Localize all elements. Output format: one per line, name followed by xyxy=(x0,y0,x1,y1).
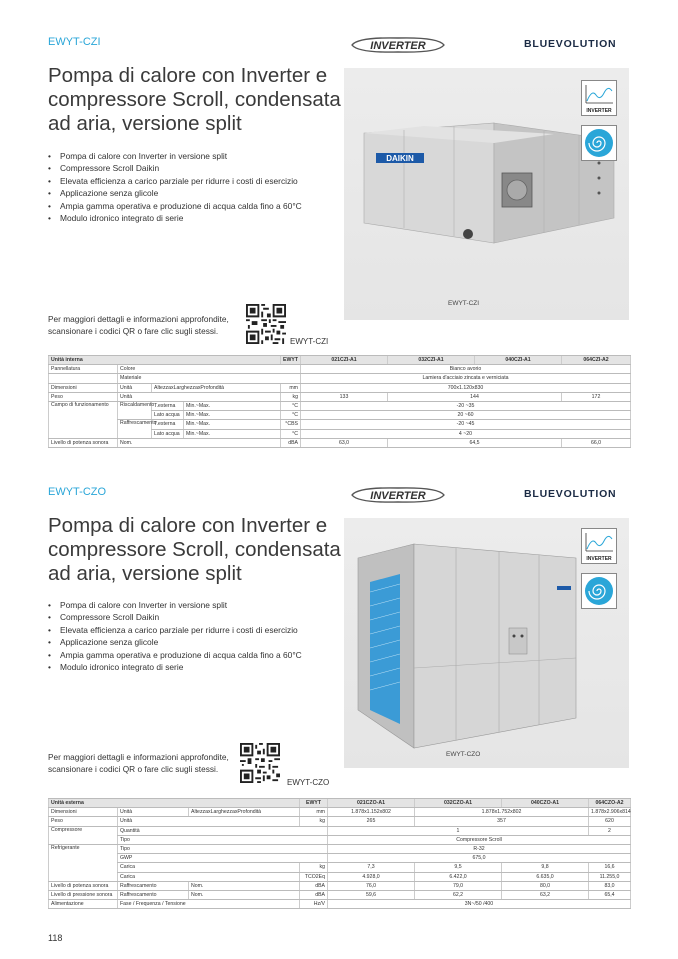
spec-table-outdoor xyxy=(48,798,631,909)
table-row: Dimensioni Unità AltezzaxLarghezzaxProfondità mm 700x1.120x830 xyxy=(49,383,631,392)
feature-item: • Ampia gamma operativa e produzione di acqua calda fino a 60°C xyxy=(48,200,348,212)
table-row: Pannellatura Colore Bianco avorio xyxy=(49,365,631,374)
feature-item: • Pompa di calore con Inverter in versione split xyxy=(48,150,348,162)
more-info-text: Per maggiori dettagli e informazioni approfondite, scansionare i codici QR o fare clic sugli stessi. xyxy=(48,314,229,337)
photo-caption: EWYT-CZO xyxy=(446,751,481,758)
scroll-compressor-badge xyxy=(581,125,617,161)
qr-code[interactable] xyxy=(240,743,280,783)
feature-item: • Applicazione senza glicole xyxy=(48,187,348,199)
table-row: Livello di pressione sonora Raffrescamento Nom. dBA 59,6 62,2 63,2 65,4 xyxy=(49,890,631,899)
qr-label[interactable]: EWYT-CZO xyxy=(287,778,330,787)
feature-item: • Pompa di calore con Inverter in versione split xyxy=(48,599,348,611)
bluevolution-logo: BLUEVOLUTION xyxy=(524,38,617,50)
inverter-wave-icon xyxy=(582,529,616,555)
table-row: Lato acqua Min.~Max. °C 4 ~20 xyxy=(49,429,631,438)
table-row: Peso Unità kg 265 357 620 xyxy=(49,817,631,826)
table-header-row: Unità esterna EWYT 021CZO-A1 032CZO-A1 040CZO-A1 064CZO-A2 xyxy=(49,799,631,808)
daikin-logo-text: DAIKIN xyxy=(386,154,414,163)
table-row: Campo di funzionamento Riscaldamento T.esterna Min.~Max. °C -20 ~35 xyxy=(49,401,631,410)
section-ewyt-czi xyxy=(0,0,678,470)
feature-item: • Elevata efficienza a carico parziale per ridurre i costi di esercizio xyxy=(48,624,348,636)
spec-table-indoor xyxy=(48,355,631,448)
more-info-text: Per maggiori dettagli e informazioni approfondite, scansionare i codici QR o fare clic sugli stessi. xyxy=(48,752,229,775)
feature-item: • Modulo idronico integrato di serie xyxy=(48,661,348,673)
scroll-compressor-icon xyxy=(582,574,616,608)
table-row: Dimensioni Unità AltezzaxLarghezzaxProfondità mm 1.878x1.152x802 1.878x1.752x802 1.878x2.906x814 xyxy=(49,808,631,817)
table-row: Alimentazione Fase / Frequenza / Tensione Hz/V 3N~/50 /400 xyxy=(49,900,631,909)
table-row: Livello di potenza sonora Nom. dBA 63,0 64,5 66,0 xyxy=(49,438,631,447)
badge-inverter-label: INVERTER xyxy=(586,556,612,562)
inverter-logo xyxy=(348,485,448,505)
scroll-compressor-icon xyxy=(582,126,616,160)
table-row: Tipo Compressore Scroll xyxy=(49,835,631,844)
table-row: Carica kg 7,3 9,5 9,8 16,6 xyxy=(49,863,631,872)
qr-label[interactable]: EWYT-CZI xyxy=(290,337,329,346)
photo-caption: EWYT-CZI xyxy=(448,300,480,307)
feature-item: • Compressore Scroll Daikin xyxy=(48,162,348,174)
table-row: GWP 675,0 xyxy=(49,854,631,863)
table-row: Lato acqua Min.~Max. °C 20 ~60 xyxy=(49,411,631,420)
inverter-badge xyxy=(581,528,617,564)
table-header-row: Unità interna EWYT 021CZI-A1 032CZI-A1 040CZI-A1 064CZI-A2 xyxy=(49,356,631,365)
feature-list xyxy=(48,599,348,673)
scroll-compressor-badge xyxy=(581,573,617,609)
table-row: Materiale Lamiera d'acciaio zincata e verniciata xyxy=(49,374,631,383)
qr-code[interactable] xyxy=(246,304,286,344)
series-code: EWYT-CZI xyxy=(48,36,101,48)
table-row: Peso Unità kg 133 144 172 xyxy=(49,392,631,401)
series-code: EWYT-CZO xyxy=(48,486,107,498)
table-row: Raffrescamento T.esterna Min.~Max. °CBS -20 ~45 xyxy=(49,420,631,429)
feature-list xyxy=(48,150,348,224)
feature-item: • Applicazione senza glicole xyxy=(48,636,348,648)
table-row: Carica TCO2Eq 4.928,0 6.422,0 6.635,0 11.255,0 xyxy=(49,872,631,881)
section-ewyt-czo xyxy=(0,470,678,930)
inverter-logo xyxy=(348,35,448,55)
inverter-wave-icon xyxy=(582,81,616,107)
page-title: Pompa di calore con Inverter e compressore Scroll, condensata ad aria, versione split xyxy=(48,64,341,135)
page-number: 118 xyxy=(48,933,63,943)
inverter-badge xyxy=(581,80,617,116)
table-row: Livello di potenza sonora Raffrescamento Nom. dBA 76,0 79,0 80,0 83,0 xyxy=(49,881,631,890)
inverter-logo-text: INVERTER xyxy=(370,40,426,52)
table-row: Refrigerante Tipo R-32 xyxy=(49,844,631,853)
badge-inverter-label: INVERTER xyxy=(586,108,612,114)
feature-item: • Elevata efficienza a carico parziale per ridurre i costi di esercizio xyxy=(48,175,348,187)
feature-item: • Ampia gamma operativa e produzione di acqua calda fino a 60°C xyxy=(48,649,348,661)
inverter-logo-text: INVERTER xyxy=(370,490,426,502)
feature-item: • Compressore Scroll Daikin xyxy=(48,611,348,623)
feature-item: • Modulo idronico integrato di serie xyxy=(48,212,348,224)
page-title: Pompa di calore con Inverter e compressore Scroll, condensata ad aria, versione split xyxy=(48,514,341,585)
table-row: Compressore Quantità 1 2 xyxy=(49,826,631,835)
bluevolution-logo: BLUEVOLUTION xyxy=(524,488,617,500)
